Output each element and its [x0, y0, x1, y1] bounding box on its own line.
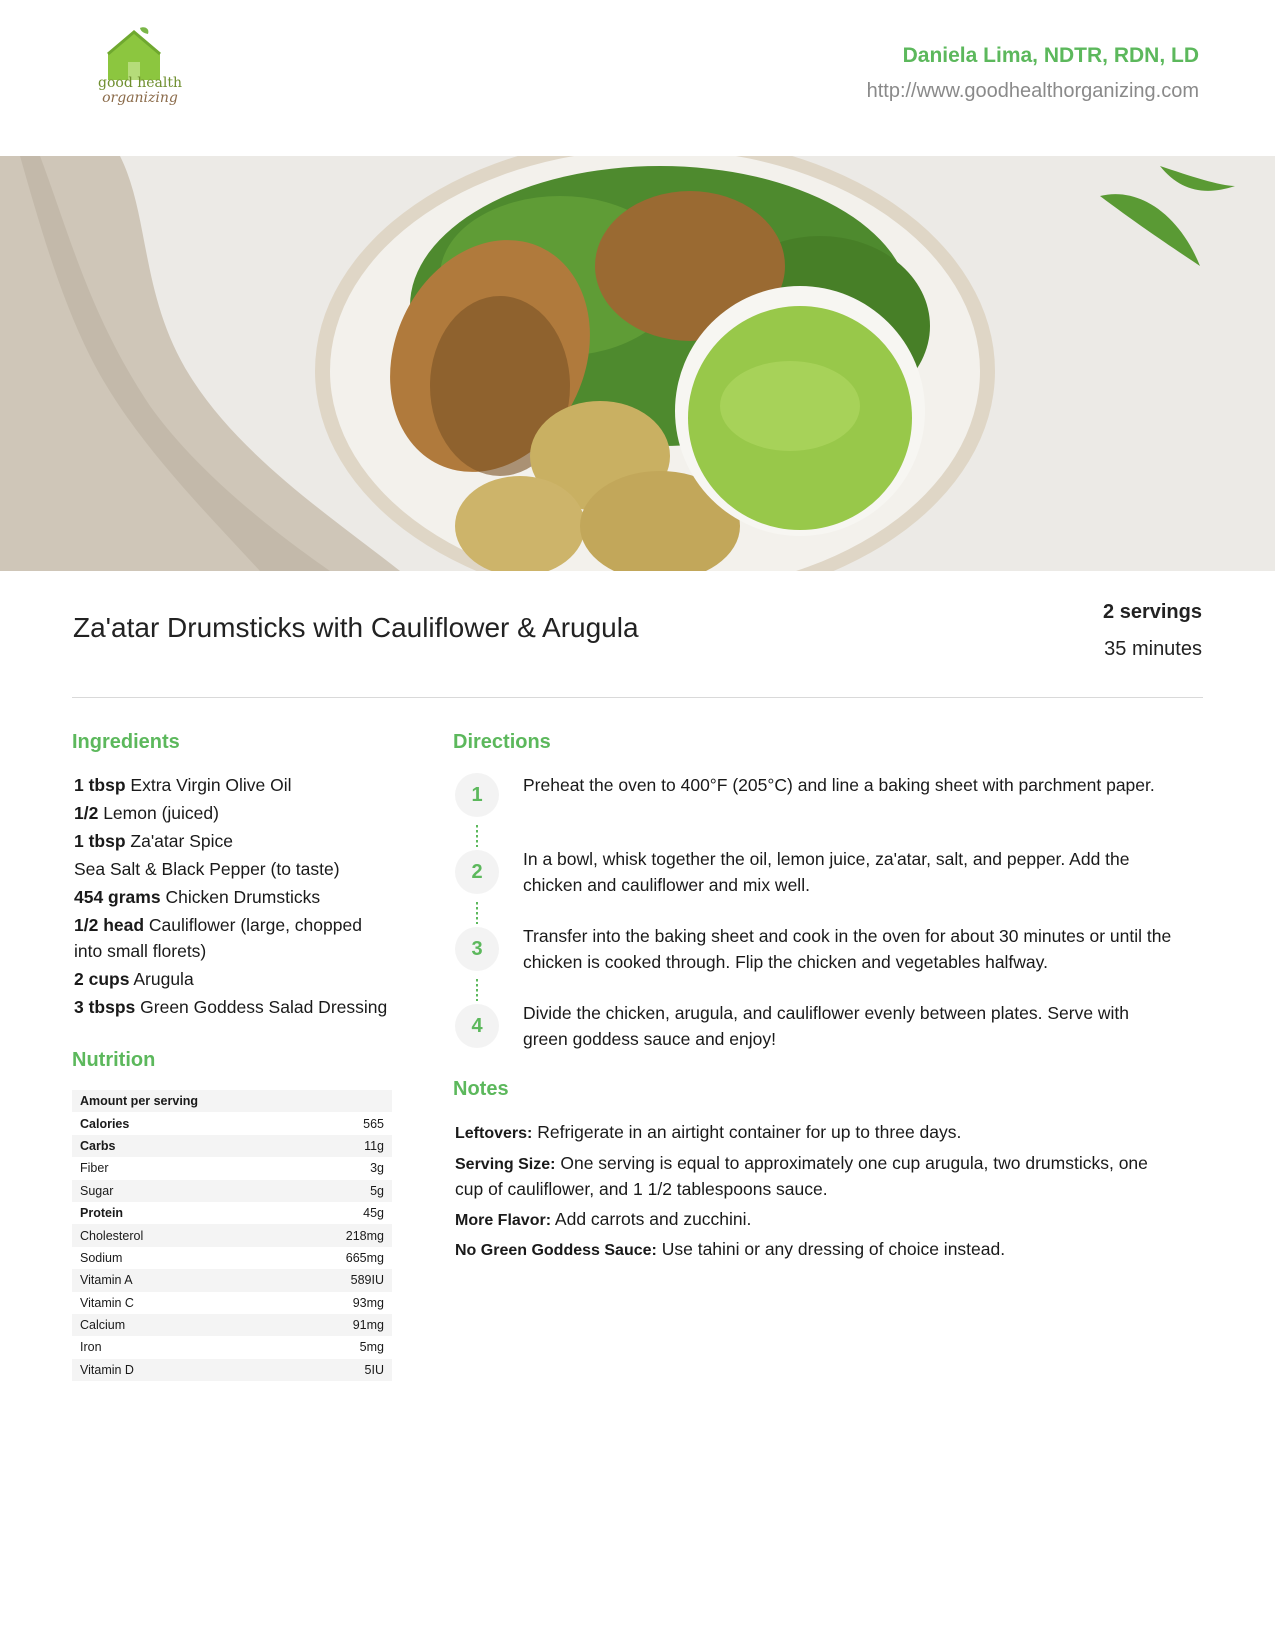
- ingredient-name: Extra Virgin Olive Oil: [130, 775, 292, 795]
- table-row: [72, 1157, 392, 1179]
- ingredient-name: Lemon (juiced): [103, 803, 219, 823]
- step-connector: [476, 825, 478, 847]
- nutrient-value: 11g: [262, 1135, 392, 1157]
- table-row: [72, 1135, 392, 1157]
- list-item: [74, 884, 394, 910]
- recipe-servings: 2 servings: [1103, 601, 1202, 623]
- nutrient-value: 91mg: [262, 1314, 392, 1336]
- ingredient-qty: 1 tbsp: [74, 831, 126, 851]
- nutrition-header: Amount per serving: [72, 1090, 392, 1112]
- table-row: [72, 1292, 392, 1314]
- ingredients-heading: Ingredients: [72, 731, 180, 753]
- table-row: [72, 1247, 392, 1269]
- nutrient-value: 565: [363, 1116, 384, 1131]
- nutrient-label: Carbs: [72, 1135, 262, 1157]
- nutrient-value: 3g: [370, 1161, 384, 1176]
- list-item: [455, 1207, 1175, 1234]
- nutrient-label: Sugar: [72, 1180, 262, 1202]
- recipe-time: 35 minutes: [1104, 638, 1202, 660]
- table-row: [72, 1269, 392, 1291]
- nutrient-value: 589IU: [262, 1269, 392, 1291]
- list-item: [455, 1120, 1175, 1147]
- nutrient-label: Calcium: [72, 1314, 262, 1336]
- list-item: [74, 828, 394, 854]
- ingredient-name: Arugula: [133, 969, 194, 989]
- ingredient-qty: 454 grams: [74, 887, 161, 907]
- logo-line-1: good health: [98, 75, 182, 91]
- ingredient-qty: 3 tbsps: [74, 997, 136, 1017]
- step-number: 3: [455, 927, 499, 971]
- note-text: Refrigerate in an airtight container for up to three days.: [537, 1122, 962, 1142]
- ingredient-name: Za'atar Spice: [130, 831, 233, 851]
- nutrient-label: Vitamin C: [80, 1295, 134, 1310]
- notes-heading: Notes: [453, 1078, 509, 1100]
- ingredient-qty: 1/2: [74, 803, 99, 823]
- list-item: [74, 772, 394, 798]
- nutrient-value: 93mg: [352, 1295, 384, 1310]
- note-label: Serving Size:: [455, 1155, 556, 1173]
- nutrient-label: Calories: [80, 1116, 130, 1131]
- notes-list: [455, 1120, 1175, 1268]
- ingredient-name: Green Goddess Salad Dressing: [140, 997, 388, 1017]
- nutrient-value: 218mg: [262, 1224, 392, 1246]
- step-text: Preheat the oven to 400°F (205°C) and line a baking sheet with parchment paper.: [523, 775, 1155, 795]
- note-text: One serving is equal to approximately one cup arugula, two drumsticks, one cup of cauliflower, and 1 1/2 tablespoons sauce.: [455, 1152, 1148, 1199]
- brand-logo: [78, 24, 188, 124]
- note-label: More Flavor:: [455, 1211, 552, 1229]
- logo-text: [90, 76, 190, 106]
- step-number: 4: [455, 1004, 499, 1048]
- recipe-title: Za'atar Drumsticks with Cauliflower & Arugula: [73, 612, 639, 643]
- nutrient-label: Iron: [80, 1340, 102, 1355]
- nutrient-label: Vitamin D: [72, 1359, 262, 1381]
- note-text: Use tahini or any dressing of choice instead.: [661, 1239, 1006, 1259]
- list-item: [74, 994, 394, 1020]
- nutrient-value: 5g: [262, 1180, 392, 1202]
- nutrition-table: [72, 1090, 392, 1381]
- ingredient-qty: 1 tbsp: [74, 775, 126, 795]
- step-number: 2: [455, 850, 499, 894]
- table-row: [72, 1202, 392, 1224]
- nutrient-label: Sodium: [80, 1250, 123, 1265]
- website-link[interactable]: http://www.goodhealthorganizing.com: [866, 80, 1199, 102]
- table-row: [72, 1090, 392, 1112]
- nutrient-label: Cholesterol: [72, 1224, 262, 1246]
- table-row: [72, 1336, 392, 1358]
- list-item: [455, 1151, 1175, 1203]
- list-item: [455, 1237, 1175, 1264]
- nutrient-label: Protein: [80, 1206, 124, 1221]
- list-item: [74, 912, 394, 964]
- ingredient-qty: 1/2 head: [74, 915, 145, 935]
- note-label: Leftovers:: [455, 1125, 533, 1142]
- nutrient-value: 5mg: [359, 1340, 384, 1355]
- ingredient-qty: 2 cups: [74, 969, 130, 989]
- note-label: No Green Goddess Sauce:: [455, 1242, 657, 1259]
- list-item: [74, 856, 394, 882]
- list-item: [74, 966, 394, 992]
- nutrient-value: 665mg: [345, 1250, 384, 1265]
- nutrient-label: Fiber: [80, 1161, 109, 1176]
- hero-photo: [0, 156, 1275, 571]
- ingredient-name: Sea Salt & Black Pepper (to taste): [74, 859, 340, 879]
- nutrient-label: Vitamin A: [72, 1269, 262, 1291]
- nutrition-heading: Nutrition: [72, 1049, 156, 1071]
- logo-line-2: organizing: [102, 90, 178, 106]
- ingredient-name: Chicken Drumsticks: [165, 887, 321, 907]
- author-name: Daniela Lima, NDTR, RDN, LD: [902, 44, 1199, 67]
- title-divider: [72, 697, 1203, 698]
- nutrient-value: 45g: [363, 1206, 384, 1221]
- table-row: [72, 1359, 392, 1381]
- table-row: [72, 1314, 392, 1336]
- nutrient-value: 5IU: [262, 1359, 392, 1381]
- step-text: Divide the chicken, arugula, and cauliflower evenly between plates. Serve with green goddess sauce and enjoy!: [523, 1003, 1130, 1049]
- step-number: 1: [455, 773, 499, 817]
- ingredients-list: [74, 772, 394, 1022]
- directions-heading: Directions: [453, 731, 551, 753]
- ingredient-name: Cauliflower (large, chopped into small florets): [74, 915, 362, 961]
- note-text: Add carrots and zucchini.: [554, 1208, 752, 1229]
- list-item: [74, 800, 394, 826]
- table-row: [72, 1112, 392, 1134]
- table-row: [72, 1180, 392, 1202]
- step-connector: [476, 902, 478, 924]
- step-text: In a bowl, whisk together the oil, lemon juice, za'atar, salt, and pepper. Add the chicken and cauliflower and mix well.: [523, 849, 1130, 895]
- step-text: Transfer into the baking sheet and cook in the oven for about 30 minutes or until the chicken is cooked through. Flip the chicken and vegetables halfway.: [523, 926, 1172, 972]
- step-connector: [476, 979, 478, 1001]
- table-row: [72, 1224, 392, 1246]
